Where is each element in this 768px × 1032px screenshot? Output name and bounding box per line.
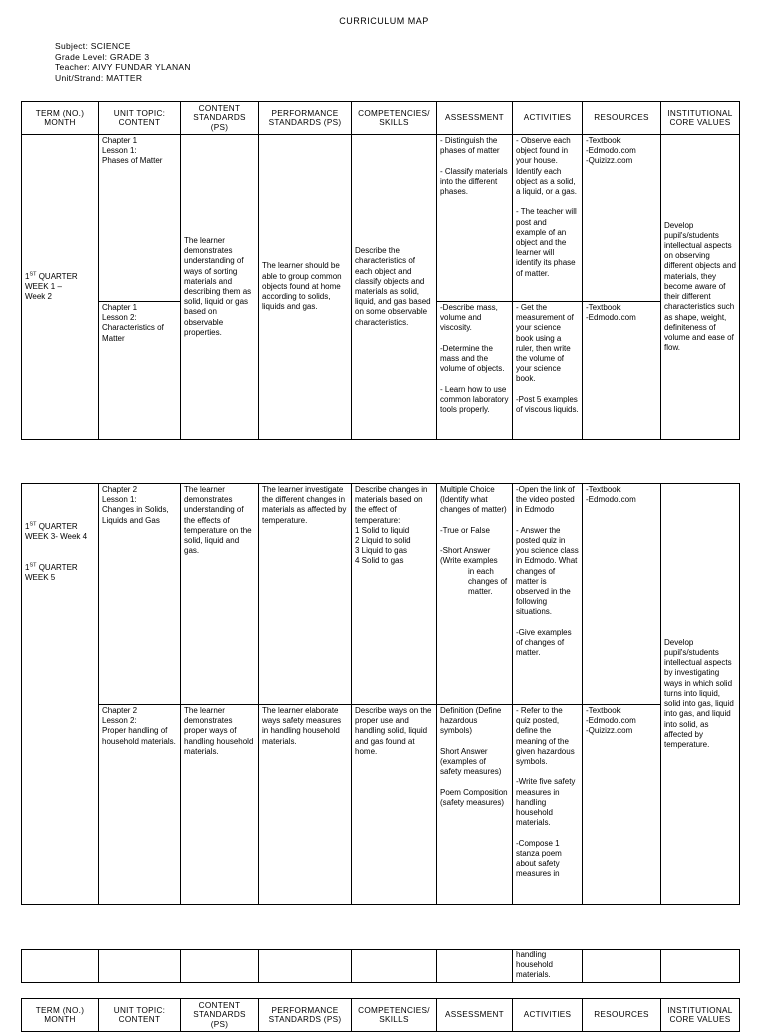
competencies-cell: Describe ways on the proper use and handling solid, liquid and gas found at home. xyxy=(352,705,437,905)
header-content-standards: CONTENT STANDARDS (PS) xyxy=(181,999,259,1032)
core-values-cell xyxy=(661,950,740,983)
header-core-values: INSTITUTIONAL CORE VALUES xyxy=(661,999,740,1032)
header-content-standards: CONTENT STANDARDS (PS) xyxy=(181,102,259,135)
performance-standards-cell xyxy=(259,950,352,983)
term-cell xyxy=(22,950,99,983)
header-assessment: ASSESSMENT xyxy=(437,102,513,135)
curriculum-table-2 xyxy=(21,483,740,905)
activities-cell: - Get the measurement of your science book using a ruler, then write the volume of your science book. -Post 5 examples of viscous liquids. xyxy=(513,302,583,440)
term-cell: 1ST QUARTER WEEK 1 – Week 2 xyxy=(22,135,99,440)
competencies-cell: Describe the characteristics of each object and classify objects and materials as solid, liquid, and gas based on some observable characteristics. xyxy=(352,135,437,440)
header-activities: ACTIVITIES xyxy=(513,999,583,1032)
activities-cell: - Refer to the quiz posted, define the meaning of the given hazardous symbols. -Write five safety measures in handling household materials. -Compose 1 stanza poem about safety measures in xyxy=(513,705,583,905)
header-competencies: COMPETENCIES/ SKILLS xyxy=(352,999,437,1032)
document-meta xyxy=(55,41,191,83)
header-row xyxy=(22,102,740,135)
assessment-cell: -Describe mass, volume and viscosity. -Determine the mass and the volume of objects. - Learn how to use common laboratory tools properly. xyxy=(437,302,513,440)
content-standards-cell xyxy=(181,950,259,983)
header-term: TERM (NO.) MONTH xyxy=(22,102,99,135)
header-core-values: INSTITUTIONAL CORE VALUES xyxy=(661,102,740,135)
assessment-cell: Definition (Define hazardous symbols) Short Answer (examples of safety measures) Poem Composition (safety measures) xyxy=(437,705,513,905)
curriculum-table-1 xyxy=(21,101,740,440)
core-values-cell: Develop pupil's/students intellectual aspects by investigating ways in which solid turns into liquid, solid into gas, liquid into gas, and liquid into solid, as affected by temperature. xyxy=(661,484,740,905)
activities-cell: -Open the link of the video posted in Edmodo - Answer the posted quiz in you science class in Edmodo. What changes of matter is observed in the following situations. -Give examples of changes of matter. xyxy=(513,484,583,705)
unit-topic-cell: Chapter 1 Lesson 2: Characteristics of Matter xyxy=(99,302,181,440)
resources-cell: -Textbook -Edmodo.com xyxy=(583,302,661,440)
table-row xyxy=(22,135,740,302)
header-row xyxy=(22,999,740,1032)
performance-standards-cell: The learner elaborate ways safety measures in handling household materials. xyxy=(259,705,352,905)
competencies-cell: Describe changes in materials based on the effect of temperature: 1 Solid to liquid 2 Liquid to solid 3 Liquid to gas 4 Solid to gas xyxy=(352,484,437,705)
teacher-line: Teacher: AIVY FUNDAR YLANAN xyxy=(55,62,191,72)
table-row xyxy=(22,484,740,705)
resources-cell xyxy=(583,950,661,983)
resources-cell: -Textbook -Edmodo.com -Quizizz.com xyxy=(583,705,661,905)
performance-standards-cell: The learner should be able to group common objects found at home according to solids, liquids and gas. xyxy=(259,135,352,440)
performance-standards-cell: The learner investigate the different changes in materials as affected by temperature. xyxy=(259,484,352,705)
document-title: CURRICULUM MAP xyxy=(339,16,429,26)
content-standards-cell: The learner demonstrates understanding of ways of sorting materials and describing them as solid, liquid or gas based on observable properties. xyxy=(181,135,259,440)
header-term: TERM (NO.) MONTH xyxy=(22,999,99,1032)
term-cell: 1ST QUARTER WEEK 3- Week 4 1ST QUARTER WEEK 5 xyxy=(22,484,99,905)
assessment-cell xyxy=(437,950,513,983)
content-standards-cell: The learner demonstrates proper ways of handling household materials. xyxy=(181,705,259,905)
subject-line: Subject: SCIENCE xyxy=(55,41,131,51)
header-performance-standards: PERFORMANCE STANDARDS (PS) xyxy=(259,999,352,1032)
curriculum-table-next-page xyxy=(21,998,740,1032)
table-row xyxy=(22,950,740,983)
curriculum-table-continuation xyxy=(21,949,740,983)
unit-topic-cell: Chapter 2 Lesson 1: Changes in Solids, Liquids and Gas xyxy=(99,484,181,705)
header-activities: ACTIVITIES xyxy=(513,102,583,135)
activities-cell: - Observe each object found in your house. Identify each object as a solid, a liquid, or a gas. - The teacher will post and example of an object and the learner will identify its phase of matter. xyxy=(513,135,583,302)
unit-topic-cell: Chapter 1 Lesson 1: Phases of Matter xyxy=(99,135,181,302)
header-competencies: COMPETENCIES/ SKILLS xyxy=(352,102,437,135)
header-unit-topic: UNIT TOPIC: CONTENT xyxy=(99,102,181,135)
competencies-cell xyxy=(352,950,437,983)
header-assessment: ASSESSMENT xyxy=(437,999,513,1032)
activities-cell: handling household materials. xyxy=(513,950,583,983)
assessment-cell: - Distinguish the phases of matter - Classify materials into the different phases. xyxy=(437,135,513,302)
resources-cell: -Textbook -Edmodo.com -Quizizz.com xyxy=(583,135,661,302)
header-performance-standards: PERFORMANCE STANDARDS (PS) xyxy=(259,102,352,135)
content-standards-cell: The learner demonstrates understanding of the effects of temperature on the solid, liquid and gas. xyxy=(181,484,259,705)
core-values-cell: Develop pupil's/students intellectual aspects on observing different objects and materials, they become aware of their different characteristics such as shape, weight, definiteness of volume and ease of flow. xyxy=(661,135,740,440)
unit-topic-cell: Chapter 2 Lesson 2: Proper handling of household materials. xyxy=(99,705,181,905)
header-unit-topic: UNIT TOPIC: CONTENT xyxy=(99,999,181,1032)
grade-line: Grade Level: GRADE 3 xyxy=(55,51,150,62)
resources-cell: -Textbook -Edmodo.com xyxy=(583,484,661,705)
header-resources: RESOURCES xyxy=(583,102,661,135)
table-row xyxy=(22,705,740,905)
header-resources: RESOURCES xyxy=(583,999,661,1032)
assessment-cell: Multiple Choice (Identify what changes of matter) -True or False -Short Answer (Write examples in each changes of matter. xyxy=(437,484,513,705)
strand-line: Unit/Strand: MATTER xyxy=(55,72,143,83)
unit-topic-cell xyxy=(99,950,181,983)
